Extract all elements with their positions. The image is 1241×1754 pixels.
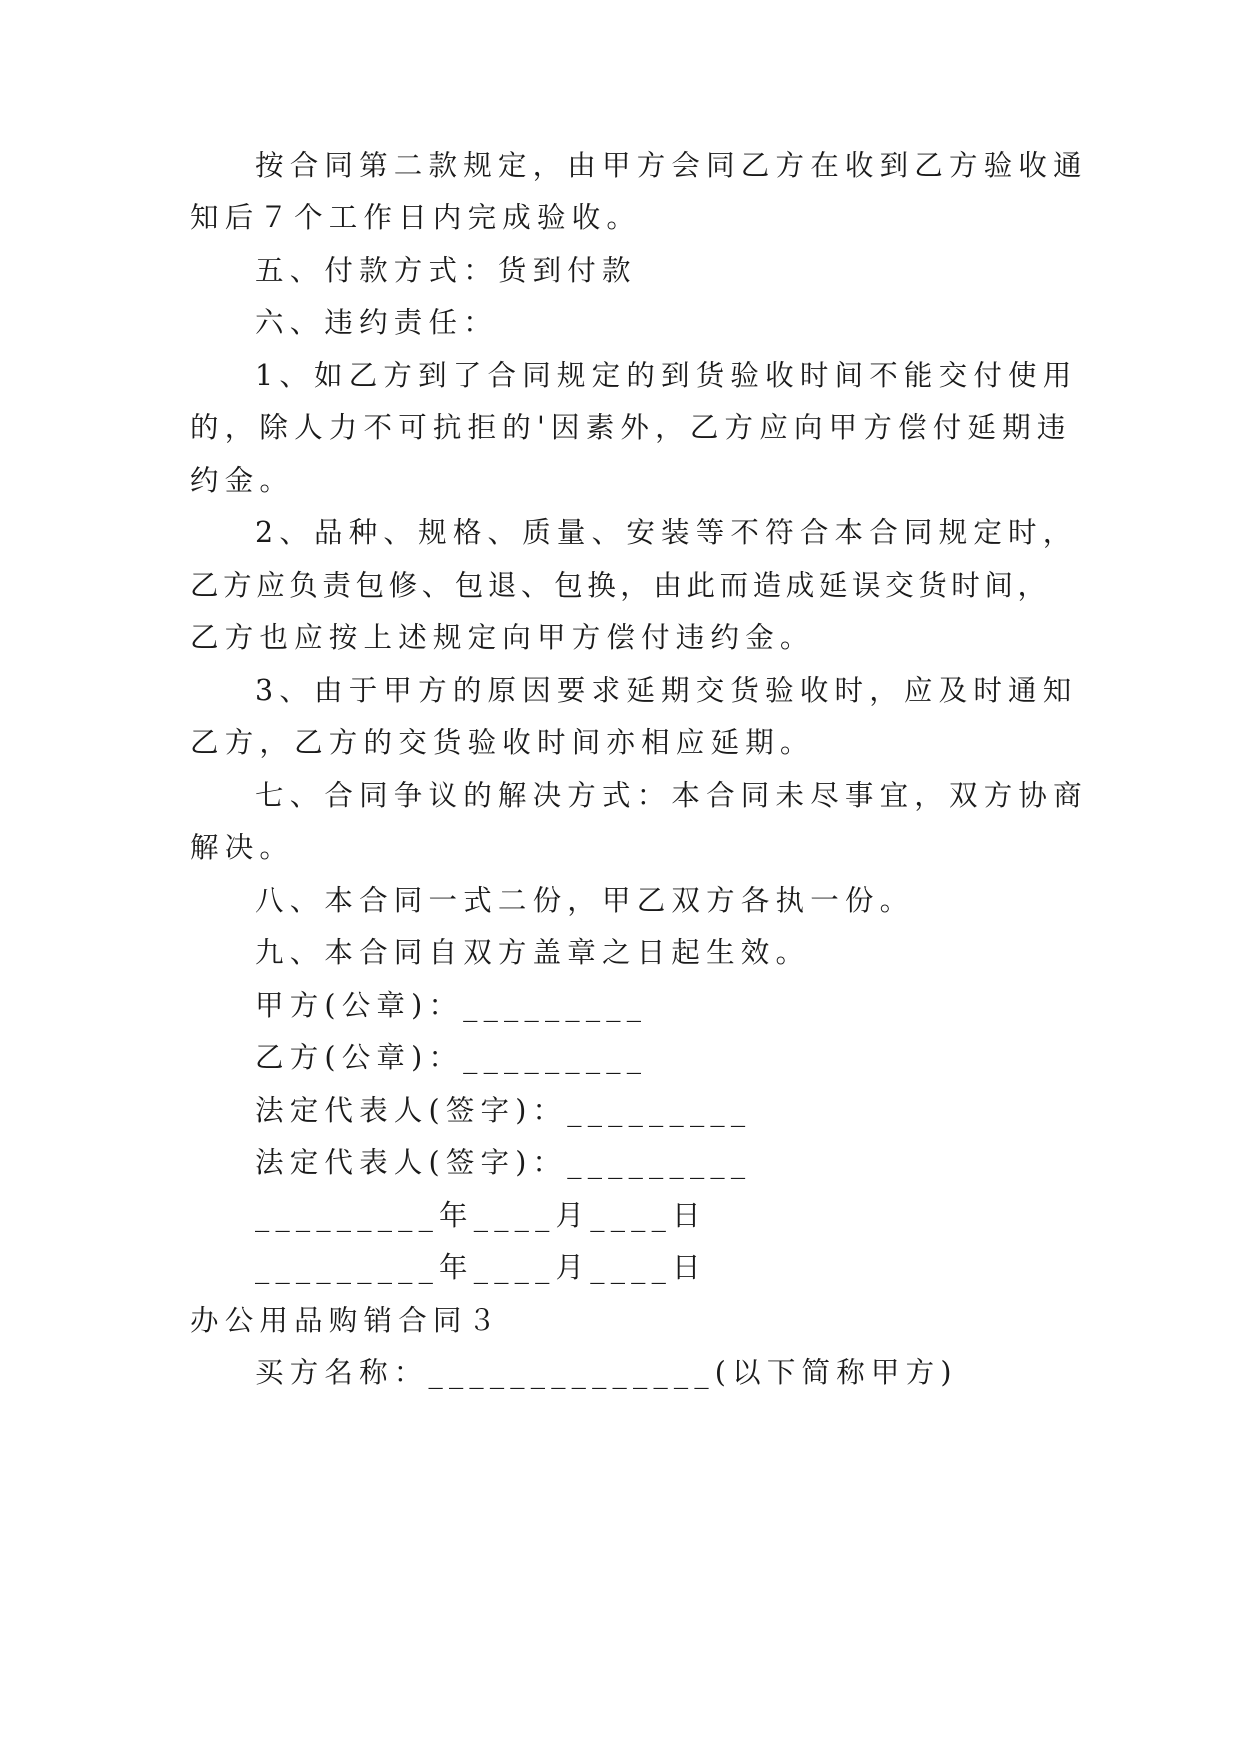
legal-rep-signature: 法定代表人(签字)：_________: [255, 1094, 752, 1127]
paragraph-line: 3、由于甲方的原因要求延期交货验收时，应及时通知: [255, 674, 1078, 707]
clause-copies: 八、本合同一式二份，甲乙双方各执一份。: [255, 884, 915, 917]
buyer-name-line: 买方名称：______________(以下简称甲方): [255, 1356, 958, 1389]
clause-dispute: 七、合同争议的解决方式：本合同未尽事宜，双方协商: [255, 779, 1088, 812]
party-b-seal: 乙方(公章)：_________: [255, 1041, 648, 1074]
party-a-seal: 甲方(公章)：_________: [255, 989, 648, 1022]
paragraph-line: 2、品种、规格、质量、安装等不符合本合同规定时，: [255, 516, 1078, 549]
paragraph-line: 知后７个工作日内完成验收。: [190, 201, 642, 234]
paragraph-line: 解决。: [190, 831, 295, 864]
paragraph-line: 乙方应负责包修、包退、包换，由此而造成延误交货时间，: [190, 569, 1051, 602]
paragraph-line: 1、如乙方到了合同规定的到货验收时间不能交付使用: [255, 359, 1078, 392]
paragraph-line: 约金。: [190, 464, 295, 497]
clause-liability-heading: 六、违约责任：: [255, 306, 498, 339]
clause-payment: 五、付款方式：货到付款: [255, 254, 637, 287]
clause-effective: 九、本合同自双方盖章之日起生效。: [255, 936, 811, 969]
date-line: _________年____月____日: [255, 1199, 707, 1232]
date-line: _________年____月____日: [255, 1251, 707, 1284]
legal-rep-signature: 法定代表人(签字)：_________: [255, 1146, 752, 1179]
paragraph-line: 乙方也应按上述规定向甲方偿付违约金。: [190, 621, 815, 654]
section-title: 办公用品购销合同３: [190, 1304, 503, 1337]
paragraph-line: 乙方，乙方的交货验收时间亦相应延期。: [190, 726, 815, 759]
paragraph-line: 的，除人力不可抗拒的'因素外，乙方应向甲方偿付延期违: [190, 411, 1072, 444]
paragraph-line: 按合同第二款规定，由甲方会同乙方在收到乙方验收通: [255, 149, 1088, 182]
